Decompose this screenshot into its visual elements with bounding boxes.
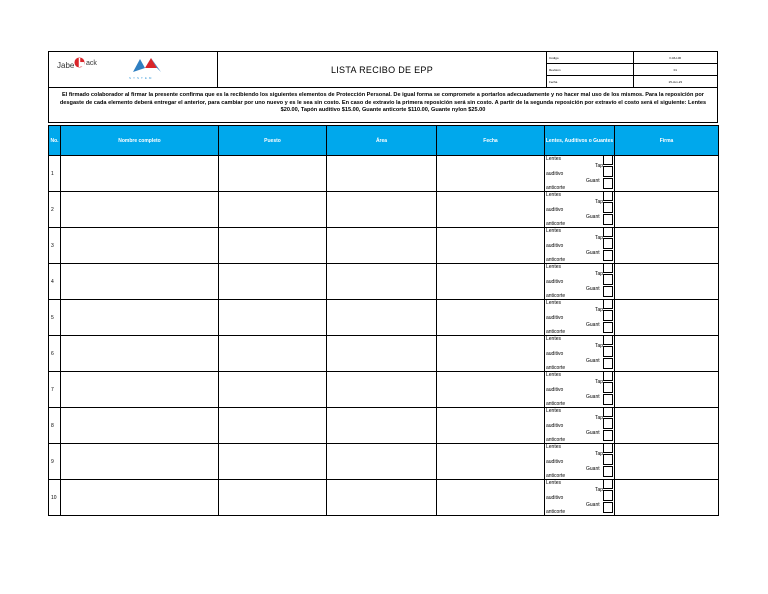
epp-cell: [545, 228, 615, 264]
area-cell[interactable]: [327, 264, 437, 300]
name-cell[interactable]: [61, 336, 219, 372]
table-row: [49, 408, 719, 444]
tapon-checkbox[interactable]: [603, 310, 613, 321]
logo-cell: [49, 52, 218, 88]
area-cell[interactable]: [327, 408, 437, 444]
table-row: [49, 372, 719, 408]
name-cell[interactable]: [61, 192, 219, 228]
signature-cell[interactable]: [615, 192, 719, 228]
row-number: 7: [49, 372, 61, 408]
row-number: 10: [49, 480, 61, 516]
name-cell[interactable]: [61, 372, 219, 408]
date-cell[interactable]: [437, 264, 545, 300]
table-row: [49, 228, 719, 264]
position-cell[interactable]: [219, 192, 327, 228]
table-row: [49, 336, 719, 372]
area-cell[interactable]: [327, 192, 437, 228]
name-cell[interactable]: [61, 300, 219, 336]
col-date: Fecha: [437, 126, 545, 156]
table-row: [49, 480, 719, 516]
signature-cell[interactable]: [615, 444, 719, 480]
position-cell[interactable]: [219, 300, 327, 336]
table-row: [49, 156, 719, 192]
epp-label-guante: Guant: [586, 286, 600, 292]
epp-label-tapon: Tap: [595, 235, 604, 241]
date-cell[interactable]: [437, 480, 545, 516]
tapon-checkbox[interactable]: [603, 418, 613, 429]
tapon-checkbox[interactable]: [603, 454, 613, 465]
tapon-checkbox[interactable]: [603, 238, 613, 249]
col-number: No.: [49, 126, 61, 156]
name-cell[interactable]: [61, 444, 219, 480]
date-cell[interactable]: [437, 372, 545, 408]
lentes-checkbox[interactable]: [603, 192, 613, 202]
position-cell[interactable]: [219, 408, 327, 444]
jabepack-logo-icon: [74, 57, 85, 68]
signature-cell[interactable]: [615, 228, 719, 264]
epp-label-guante: Guant: [586, 322, 600, 328]
row-number: 4: [49, 264, 61, 300]
epp-label-lentes: Lentes: [546, 264, 562, 270]
epp-label-guante: Guant: [586, 250, 600, 256]
tapon-checkbox[interactable]: [603, 274, 613, 285]
lentes-checkbox[interactable]: [603, 228, 613, 238]
guante-checkbox[interactable]: [603, 466, 613, 477]
epp-label-lentes: Lentes: [546, 372, 562, 378]
row-number: 5: [49, 300, 61, 336]
epp-label-guante: Guant: [586, 178, 600, 184]
col-signature: Firma: [615, 126, 719, 156]
row-number: 1: [49, 156, 61, 192]
epp-label-anticorte: anticorte: [546, 221, 566, 227]
col-position: Puesto: [219, 126, 327, 156]
tapon-checkbox[interactable]: [603, 490, 613, 501]
epp-label-lentes: Lentes: [546, 156, 562, 162]
lentes-checkbox[interactable]: [603, 408, 613, 418]
epp-cell: [545, 480, 615, 516]
epp-label-tapon: Tap: [595, 343, 604, 349]
row-number: 6: [49, 336, 61, 372]
name-cell[interactable]: [61, 228, 219, 264]
date-cell[interactable]: [437, 336, 545, 372]
position-cell[interactable]: [219, 336, 327, 372]
epp-label-lentes: Lentes: [546, 480, 562, 486]
position-cell[interactable]: [219, 480, 327, 516]
epp-cell: [545, 192, 615, 228]
position-cell[interactable]: [219, 372, 327, 408]
signature-cell[interactable]: [615, 480, 719, 516]
area-cell[interactable]: [327, 444, 437, 480]
logo-text-right: ack: [86, 60, 97, 67]
guante-checkbox[interactable]: [603, 250, 613, 261]
row-number: 2: [49, 192, 61, 228]
epp-label-tapon: Tap: [595, 199, 604, 205]
signature-cell[interactable]: [615, 408, 719, 444]
epp-label-anticorte: anticorte: [546, 365, 566, 371]
date-cell[interactable]: [437, 408, 545, 444]
meta-label: Revisión: [547, 64, 633, 76]
epp-label-auditivo: auditivo: [546, 243, 564, 249]
epp-label-tapon: Tap: [595, 487, 604, 493]
epp-label-auditivo: auditivo: [546, 315, 564, 321]
lentes-checkbox[interactable]: [603, 336, 613, 346]
epp-label-anticorte: anticorte: [546, 329, 566, 335]
epp-label-lentes: Lentes: [546, 192, 562, 198]
epp-label-auditivo: auditivo: [546, 423, 564, 429]
position-cell[interactable]: [219, 228, 327, 264]
table-row: [49, 300, 719, 336]
meta-value: 01: [633, 64, 717, 76]
epp-cell: [545, 336, 615, 372]
epp-label-anticorte: anticorte: [546, 437, 566, 443]
epp-label-auditivo: auditivo: [546, 459, 564, 465]
epp-label-lentes: Lentes: [546, 228, 562, 234]
epp-label-lentes: Lentes: [546, 408, 562, 414]
epp-label-guante: Guant: [586, 214, 600, 220]
area-cell[interactable]: [327, 336, 437, 372]
epp-label-tapon: Tap: [595, 163, 604, 169]
table-row: [49, 264, 719, 300]
epp-cell: [545, 408, 615, 444]
notice-text: El firmado colaborador al firmar la presente confirma que es la recibiendo los siguientes elementos de Protección Personal. De igual forma se compromete a portarlos adecuadamente y no hacer mal uso de los mismos. Para la reposición por desgaste de cada elemento deberá entregar el anterior, para cambiar por uno nuevo y es le sea sin costo. En caso de extravío la primera reposición será sin costo. A partir de la segunda reposición por extravío el costo será el siguiente: Lentes $20.00, Tapón auditivo $15.00, Guante anticorte $110.00, Guante nylon $25.00: [48, 87, 718, 123]
name-cell[interactable]: [61, 156, 219, 192]
position-cell[interactable]: [219, 156, 327, 192]
guante-checkbox[interactable]: [603, 502, 613, 513]
table-row: [49, 192, 719, 228]
position-cell[interactable]: [219, 264, 327, 300]
date-cell[interactable]: [437, 192, 545, 228]
epp-label-lentes: Lentes: [546, 336, 562, 342]
signature-cell[interactable]: [615, 336, 719, 372]
row-number: 3: [49, 228, 61, 264]
date-cell[interactable]: [437, 156, 545, 192]
meta-row-code: [547, 52, 717, 64]
epp-cell: [545, 372, 615, 408]
meta-value: F-RH-06: [633, 52, 717, 64]
epp-label-tapon: Tap: [595, 415, 604, 421]
signature-cell[interactable]: [615, 300, 719, 336]
col-area: Área: [327, 126, 437, 156]
name-cell[interactable]: [61, 264, 219, 300]
epp-label-lentes: Lentes: [546, 444, 562, 450]
meta-value: 15-Jun-23: [668, 79, 683, 84]
guante-checkbox[interactable]: [603, 430, 613, 441]
meta-row-revision: [547, 64, 717, 76]
date-cell[interactable]: [437, 444, 545, 480]
area-cell[interactable]: [327, 300, 437, 336]
meta-row-date: [547, 76, 717, 88]
signature-cell[interactable]: [615, 264, 719, 300]
epp-cell: [545, 264, 615, 300]
document-header: [48, 51, 718, 88]
epp-cell: [545, 444, 615, 480]
lentes-checkbox[interactable]: [603, 300, 613, 310]
epp-label-auditivo: auditivo: [546, 279, 564, 285]
guante-checkbox[interactable]: [603, 178, 613, 189]
guante-checkbox[interactable]: [603, 214, 613, 225]
guante-checkbox[interactable]: [603, 358, 613, 369]
epp-label-auditivo: auditivo: [546, 207, 564, 213]
epp-label-auditivo: auditivo: [546, 387, 564, 393]
col-full-name: Nombre completo: [61, 126, 219, 156]
guante-checkbox[interactable]: [603, 286, 613, 297]
date-cell[interactable]: [437, 228, 545, 264]
meta-label: Fecha: [547, 76, 633, 88]
name-cell[interactable]: [61, 408, 219, 444]
signature-cell[interactable]: [615, 372, 719, 408]
epp-label-anticorte: anticorte: [546, 509, 566, 515]
epp-label-auditivo: auditivo: [546, 495, 564, 501]
epp-label-guante: Guant: [586, 430, 600, 436]
system-logo-icon: [127, 54, 169, 76]
col-epp: Lentes, Auditivos o Guantes: [545, 126, 615, 156]
epp-label-tapon: Tap: [595, 271, 604, 277]
epp-label-anticorte: anticorte: [546, 473, 566, 479]
epp-label-guante: Guant: [586, 394, 600, 400]
epp-label-anticorte: anticorte: [546, 293, 566, 299]
epp-label-anticorte: anticorte: [546, 257, 566, 263]
tapon-checkbox[interactable]: [603, 202, 613, 213]
lentes-checkbox[interactable]: [603, 444, 613, 454]
area-cell[interactable]: [327, 156, 437, 192]
tapon-checkbox[interactable]: [603, 346, 613, 357]
epp-cell: [545, 300, 615, 336]
tapon-checkbox[interactable]: [603, 166, 613, 177]
row-number: 9: [49, 444, 61, 480]
epp-table: [48, 125, 719, 516]
document-title: LISTA RECIBO DE EPP: [218, 52, 547, 88]
epp-label-anticorte: anticorte: [546, 185, 566, 191]
epp-label-tapon: Tap: [595, 379, 604, 385]
position-cell[interactable]: [219, 444, 327, 480]
area-cell[interactable]: [327, 228, 437, 264]
epp-label-guante: Guant: [586, 466, 600, 472]
epp-label-auditivo: auditivo: [546, 171, 564, 177]
lentes-checkbox[interactable]: [603, 372, 613, 382]
system-logo-subtext: SYSTEM: [129, 76, 154, 80]
lentes-checkbox[interactable]: [603, 264, 613, 274]
meta-label: Código: [547, 52, 633, 64]
system-logo: [127, 54, 169, 84]
guante-checkbox[interactable]: [603, 322, 613, 333]
epp-label-tapon: Tap: [595, 451, 604, 457]
area-cell[interactable]: [327, 480, 437, 516]
logo-text-left: Jabe: [57, 61, 75, 70]
guante-checkbox[interactable]: [603, 394, 613, 405]
epp-label-guante: Guant: [586, 358, 600, 364]
epp-label-lentes: Lentes: [546, 300, 562, 306]
signature-cell[interactable]: [615, 156, 719, 192]
epp-label-tapon: Tap: [595, 307, 604, 313]
lentes-checkbox[interactable]: [603, 480, 613, 490]
document-meta: [547, 52, 718, 88]
area-cell[interactable]: [327, 372, 437, 408]
epp-label-anticorte: anticorte: [546, 401, 566, 407]
epp-label-auditivo: auditivo: [546, 351, 564, 357]
epp-cell: [545, 156, 615, 192]
row-number: 8: [49, 408, 61, 444]
lentes-checkbox[interactable]: [603, 156, 613, 166]
tapon-checkbox[interactable]: [603, 382, 613, 393]
epp-label-guante: Guant: [586, 502, 600, 508]
table-header-row: [49, 126, 719, 156]
date-cell[interactable]: [437, 300, 545, 336]
table-row: [49, 444, 719, 480]
name-cell[interactable]: [61, 480, 219, 516]
